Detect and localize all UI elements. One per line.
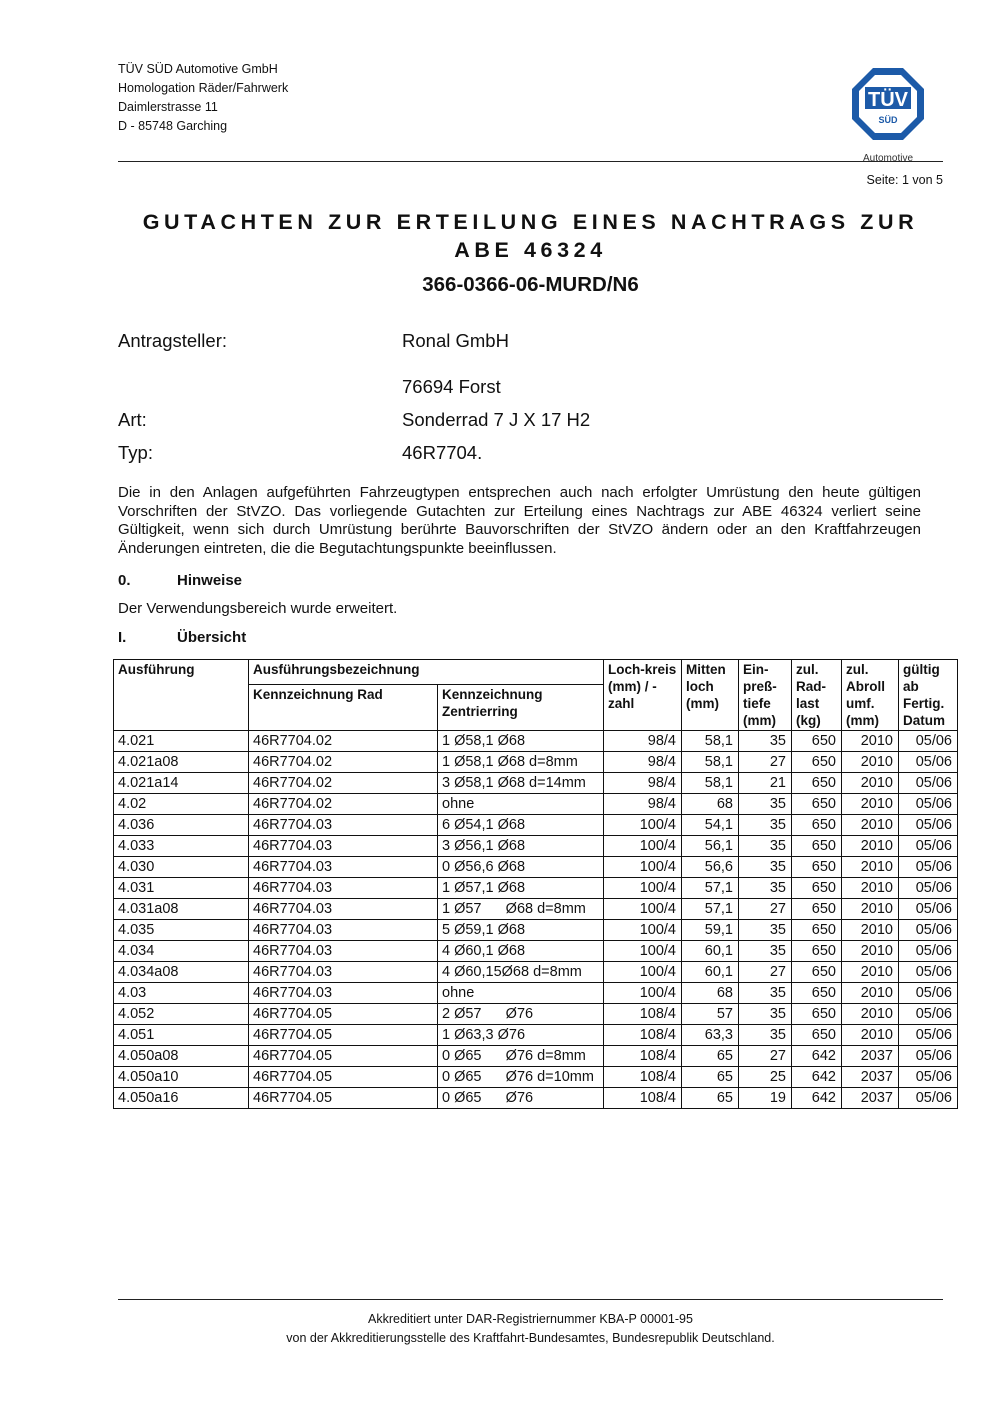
cell-radlast: 650	[792, 962, 842, 983]
cell-gueltig-ab: 05/06	[899, 752, 958, 773]
col-header-kennzeichnung-zentrierring: Kennzeichnung Zentrierring	[438, 684, 604, 730]
cell-kennzeichnung-zentrierring: 2 Ø57 Ø76	[438, 1004, 604, 1025]
cell-mittenloch: 60,1	[682, 941, 739, 962]
cell-mittenloch: 58,1	[682, 773, 739, 794]
cell-lochkreis: 100/4	[604, 941, 682, 962]
cell-ausfuehrung: 4.030	[114, 857, 249, 878]
cell-einpresstiefe: 35	[739, 794, 792, 815]
cell-radlast: 650	[792, 857, 842, 878]
cell-abrollumfang: 2010	[842, 983, 899, 1004]
cell-gueltig-ab: 05/06	[899, 983, 958, 1004]
cell-mittenloch: 56,6	[682, 857, 739, 878]
cell-kennzeichnung-zentrierring: 1 Ø63,3 Ø76	[438, 1025, 604, 1046]
cell-lochkreis: 98/4	[604, 794, 682, 815]
cell-radlast: 642	[792, 1067, 842, 1088]
cell-mittenloch: 60,1	[682, 962, 739, 983]
cell-kennzeichnung-rad: 46R7704.05	[249, 1067, 438, 1088]
cell-mittenloch: 65	[682, 1046, 739, 1067]
address-line: D - 85748 Garching	[118, 119, 228, 133]
cell-ausfuehrung: 4.036	[114, 815, 249, 836]
cell-lochkreis: 100/4	[604, 815, 682, 836]
cell-lochkreis: 108/4	[604, 1025, 682, 1046]
cell-mittenloch: 68	[682, 983, 739, 1004]
cell-mittenloch: 57,1	[682, 878, 739, 899]
cell-mittenloch: 54,1	[682, 815, 739, 836]
cell-kennzeichnung-zentrierring: 1 Ø58,1 Ø68	[438, 731, 604, 752]
table-row	[114, 983, 958, 1004]
col-header-kennzeichnung-rad: Kennzeichnung Rad	[249, 684, 438, 730]
cell-lochkreis: 108/4	[604, 1004, 682, 1025]
cell-abrollumfang: 2010	[842, 752, 899, 773]
section-title: Übersicht	[177, 629, 247, 646]
table-row	[114, 815, 958, 836]
cell-einpresstiefe: 35	[739, 878, 792, 899]
cell-abrollumfang: 2037	[842, 1067, 899, 1088]
logo-text: TÜV	[868, 89, 908, 111]
type-label: Typ:	[118, 442, 153, 463]
cell-gueltig-ab: 05/06	[899, 1067, 958, 1088]
cell-kennzeichnung-rad: 46R7704.03	[249, 836, 438, 857]
cell-abrollumfang: 2010	[842, 857, 899, 878]
cell-kennzeichnung-rad: 46R7704.03	[249, 878, 438, 899]
cell-kennzeichnung-rad: 46R7704.05	[249, 1025, 438, 1046]
cell-radlast: 650	[792, 836, 842, 857]
cell-radlast: 642	[792, 1046, 842, 1067]
table-row	[114, 773, 958, 794]
type-value: 46R7704.	[402, 442, 483, 463]
cell-abrollumfang: 2010	[842, 773, 899, 794]
cell-ausfuehrung: 4.050a16	[114, 1088, 249, 1109]
cell-mittenloch: 65	[682, 1088, 739, 1109]
section-number: 0.	[118, 572, 131, 589]
table-row	[114, 1088, 958, 1109]
cell-lochkreis: 98/4	[604, 731, 682, 752]
cell-lochkreis: 98/4	[604, 773, 682, 794]
table-row	[114, 836, 958, 857]
cell-ausfuehrung: 4.031	[114, 878, 249, 899]
cell-einpresstiefe: 35	[739, 731, 792, 752]
table-row	[114, 1025, 958, 1046]
cell-gueltig-ab: 05/06	[899, 1046, 958, 1067]
cell-radlast: 650	[792, 752, 842, 773]
table-row	[114, 794, 958, 815]
col-header-bezeichnung: Ausführungsbezeichnung	[249, 660, 604, 685]
applicant-name: Ronal GmbH	[402, 330, 509, 351]
cell-radlast: 650	[792, 878, 842, 899]
cell-lochkreis: 108/4	[604, 1046, 682, 1067]
cell-ausfuehrung: 4.035	[114, 920, 249, 941]
cell-einpresstiefe: 35	[739, 815, 792, 836]
cell-abrollumfang: 2010	[842, 731, 899, 752]
cell-ausfuehrung: 4.034a08	[114, 962, 249, 983]
table-row	[114, 899, 958, 920]
overview-table	[113, 659, 958, 1109]
cell-radlast: 650	[792, 1004, 842, 1025]
cell-abrollumfang: 2010	[842, 920, 899, 941]
cell-radlast: 650	[792, 773, 842, 794]
cell-einpresstiefe: 27	[739, 1046, 792, 1067]
cell-radlast: 650	[792, 983, 842, 1004]
cell-kennzeichnung-zentrierring: 0 Ø56,6 Ø68	[438, 857, 604, 878]
cell-kennzeichnung-zentrierring: 1 Ø57 Ø68 d=8mm	[438, 899, 604, 920]
cell-einpresstiefe: 35	[739, 1004, 792, 1025]
cell-einpresstiefe: 27	[739, 899, 792, 920]
cell-kennzeichnung-rad: 46R7704.02	[249, 752, 438, 773]
table-row	[114, 731, 958, 752]
art-value: Sonderrad 7 J X 17 H2	[402, 409, 591, 430]
cell-abrollumfang: 2010	[842, 794, 899, 815]
cell-mittenloch: 68	[682, 794, 739, 815]
cell-lochkreis: 108/4	[604, 1067, 682, 1088]
cell-kennzeichnung-zentrierring: 0 Ø65 Ø76 d=8mm	[438, 1046, 604, 1067]
section-title: Hinweise	[177, 572, 243, 589]
cell-lochkreis: 100/4	[604, 878, 682, 899]
table-row	[114, 857, 958, 878]
cell-kennzeichnung-rad: 46R7704.02	[249, 794, 438, 815]
title-line-2: ABE 46324	[454, 238, 607, 262]
header-divider	[118, 161, 943, 162]
cell-ausfuehrung: 4.021a08	[114, 752, 249, 773]
cell-einpresstiefe: 27	[739, 962, 792, 983]
cell-kennzeichnung-rad: 46R7704.03	[249, 899, 438, 920]
cell-gueltig-ab: 05/06	[899, 941, 958, 962]
cell-mittenloch: 58,1	[682, 731, 739, 752]
cell-gueltig-ab: 05/06	[899, 899, 958, 920]
cell-kennzeichnung-zentrierring: ohne	[438, 983, 604, 1004]
cell-abrollumfang: 2010	[842, 962, 899, 983]
cell-mittenloch: 58,1	[682, 752, 739, 773]
table-header-row	[114, 660, 958, 685]
cell-einpresstiefe: 19	[739, 1088, 792, 1109]
cell-radlast: 650	[792, 920, 842, 941]
cell-kennzeichnung-zentrierring: 4 Ø60,1 Ø68	[438, 941, 604, 962]
footer-divider	[118, 1299, 943, 1300]
cell-einpresstiefe: 35	[739, 836, 792, 857]
cell-mittenloch: 57,1	[682, 899, 739, 920]
cell-kennzeichnung-rad: 46R7704.05	[249, 1088, 438, 1109]
cell-kennzeichnung-rad: 46R7704.03	[249, 920, 438, 941]
cell-abrollumfang: 2010	[842, 941, 899, 962]
section-heading-hinweise	[118, 572, 242, 589]
table-row	[114, 1046, 958, 1067]
cell-gueltig-ab: 05/06	[899, 836, 958, 857]
cell-kennzeichnung-zentrierring: 1 Ø58,1 Ø68 d=8mm	[438, 752, 604, 773]
cell-radlast: 650	[792, 899, 842, 920]
footer-line-2: von der Akkreditierungsstelle des Kraftfahrt-Bundesamtes, Bundesrepublik Deutschland.	[286, 1331, 775, 1345]
cell-einpresstiefe: 35	[739, 941, 792, 962]
address-line: Daimlerstrasse 11	[118, 100, 218, 114]
cell-radlast: 642	[792, 1088, 842, 1109]
section-number: I.	[118, 629, 127, 646]
cell-abrollumfang: 2010	[842, 1004, 899, 1025]
table-row	[114, 941, 958, 962]
cell-radlast: 650	[792, 794, 842, 815]
cell-mittenloch: 56,1	[682, 836, 739, 857]
cell-kennzeichnung-rad: 46R7704.03	[249, 962, 438, 983]
cell-abrollumfang: 2010	[842, 899, 899, 920]
applicant-city: 76694 Forst	[402, 376, 501, 397]
cell-kennzeichnung-zentrierring: 6 Ø54,1 Ø68	[438, 815, 604, 836]
cell-gueltig-ab: 05/06	[899, 1004, 958, 1025]
cell-ausfuehrung: 4.051	[114, 1025, 249, 1046]
cell-kennzeichnung-rad: 46R7704.03	[249, 857, 438, 878]
cell-ausfuehrung: 4.034	[114, 941, 249, 962]
col-header-gueltig: gültig ab Fertig. Datum	[899, 660, 958, 731]
cell-ausfuehrung: 4.03	[114, 983, 249, 1004]
cell-ausfuehrung: 4.031a08	[114, 899, 249, 920]
col-header-ausfuehrung: Ausführung	[114, 660, 249, 731]
intro-paragraph: Die in den Anlagen aufgeführten Fahrzeugtypen entsprechen auch nach erfolgter Umrüstung den heute gültigen Vorschriften der StVZO. Das vorliegende Gutachten zur Erteilung eines Nachtrags zur ABE 46324 verliert seine Gültigkeit, wenn sich durch Umrüstung berührte Bauvorschriften der StVZO ändern oder an den Kraftfahrzeugen Änderungen eintreten, die die Begutachtungspunkte beeinflussen.	[118, 484, 921, 557]
cell-abrollumfang: 2037	[842, 1088, 899, 1109]
cell-mittenloch: 57	[682, 1004, 739, 1025]
cell-einpresstiefe: 25	[739, 1067, 792, 1088]
document-number: 366-0366-06-MURD/N6	[422, 273, 639, 296]
cell-einpresstiefe: 21	[739, 773, 792, 794]
cell-kennzeichnung-zentrierring: 3 Ø58,1 Ø68 d=14mm	[438, 773, 604, 794]
title-line-1: GUTACHTEN ZUR ERTEILUNG EINES NACHTRAGS ZUR	[142, 210, 919, 234]
cell-lochkreis: 100/4	[604, 962, 682, 983]
cell-abrollumfang: 2037	[842, 1046, 899, 1067]
cell-mittenloch: 59,1	[682, 920, 739, 941]
cell-lochkreis: 100/4	[604, 836, 682, 857]
cell-radlast: 650	[792, 815, 842, 836]
cell-ausfuehrung: 4.050a10	[114, 1067, 249, 1088]
cell-lochkreis: 100/4	[604, 920, 682, 941]
page-number: Seite: 1 von 5	[866, 173, 943, 187]
cell-abrollumfang: 2010	[842, 815, 899, 836]
cell-gueltig-ab: 05/06	[899, 857, 958, 878]
cell-ausfuehrung: 4.021	[114, 731, 249, 752]
cell-radlast: 650	[792, 731, 842, 752]
cell-einpresstiefe: 35	[739, 920, 792, 941]
section-heading-uebersicht	[118, 629, 246, 646]
table-row	[114, 1067, 958, 1088]
logo-caption: Automotive	[862, 153, 914, 164]
col-header-lochkreis: Loch-kreis (mm) / -zahl	[604, 660, 682, 731]
cell-gueltig-ab: 05/06	[899, 1025, 958, 1046]
applicant-label: Antragsteller:	[118, 330, 227, 351]
table-row	[114, 920, 958, 941]
tuv-octagon-icon	[851, 66, 925, 164]
cell-kennzeichnung-rad: 46R7704.02	[249, 773, 438, 794]
cell-einpresstiefe: 35	[739, 983, 792, 1004]
cell-lochkreis: 100/4	[604, 899, 682, 920]
logo-subtext: SÜD	[878, 115, 898, 125]
cell-abrollumfang: 2010	[842, 878, 899, 899]
table-row	[114, 752, 958, 773]
cell-lochkreis: 108/4	[604, 1088, 682, 1109]
address-line: Homologation Räder/Fahrwerk	[118, 81, 289, 95]
cell-kennzeichnung-zentrierring: 4 Ø60,15Ø68 d=8mm	[438, 962, 604, 983]
cell-einpresstiefe: 35	[739, 1025, 792, 1046]
cell-einpresstiefe: 27	[739, 752, 792, 773]
cell-einpresstiefe: 35	[739, 857, 792, 878]
footer-line-1: Akkreditiert unter DAR-Registriernummer KBA-P 00001-95	[368, 1312, 693, 1326]
cell-gueltig-ab: 05/06	[899, 815, 958, 836]
cell-gueltig-ab: 05/06	[899, 962, 958, 983]
cell-kennzeichnung-rad: 46R7704.05	[249, 1046, 438, 1067]
cell-abrollumfang: 2010	[842, 1025, 899, 1046]
col-header-abrollumfang: zul. Abroll umf. (mm)	[842, 660, 899, 731]
cell-lochkreis: 98/4	[604, 752, 682, 773]
col-header-einpresstiefe: Ein-preß-tiefe (mm)	[739, 660, 792, 731]
cell-ausfuehrung: 4.033	[114, 836, 249, 857]
cell-mittenloch: 63,3	[682, 1025, 739, 1046]
footer	[118, 1310, 943, 1348]
cell-kennzeichnung-rad: 46R7704.03	[249, 941, 438, 962]
cell-lochkreis: 100/4	[604, 983, 682, 1004]
cell-kennzeichnung-zentrierring: 0 Ø65 Ø76	[438, 1088, 604, 1109]
cell-ausfuehrung: 4.02	[114, 794, 249, 815]
cell-gueltig-ab: 05/06	[899, 731, 958, 752]
hinweis-text: Der Verwendungsbereich wurde erweitert.	[118, 600, 398, 617]
cell-kennzeichnung-zentrierring: ohne	[438, 794, 604, 815]
tuv-logo	[851, 66, 925, 164]
cell-radlast: 650	[792, 1025, 842, 1046]
table-row	[114, 878, 958, 899]
cell-ausfuehrung: 4.050a08	[114, 1046, 249, 1067]
cell-gueltig-ab: 05/06	[899, 773, 958, 794]
table-row	[114, 1004, 958, 1025]
cell-kennzeichnung-zentrierring: 3 Ø56,1 Ø68	[438, 836, 604, 857]
cell-gueltig-ab: 05/06	[899, 794, 958, 815]
cell-ausfuehrung: 4.052	[114, 1004, 249, 1025]
cell-gueltig-ab: 05/06	[899, 878, 958, 899]
cell-ausfuehrung: 4.021a14	[114, 773, 249, 794]
cell-radlast: 650	[792, 941, 842, 962]
col-header-radlast: zul. Rad-last (kg)	[792, 660, 842, 731]
cell-kennzeichnung-rad: 46R7704.02	[249, 731, 438, 752]
art-label: Art:	[118, 409, 147, 430]
document-title	[118, 208, 943, 264]
cell-gueltig-ab: 05/06	[899, 920, 958, 941]
table-row	[114, 962, 958, 983]
col-header-mittenloch: Mitten loch (mm)	[682, 660, 739, 731]
cell-kennzeichnung-rad: 46R7704.03	[249, 815, 438, 836]
cell-kennzeichnung-zentrierring: 0 Ø65 Ø76 d=10mm	[438, 1067, 604, 1088]
cell-abrollumfang: 2010	[842, 836, 899, 857]
cell-kennzeichnung-rad: 46R7704.03	[249, 983, 438, 1004]
cell-kennzeichnung-zentrierring: 1 Ø57,1 Ø68	[438, 878, 604, 899]
cell-gueltig-ab: 05/06	[899, 1088, 958, 1109]
company-address	[118, 60, 288, 136]
cell-mittenloch: 65	[682, 1067, 739, 1088]
address-line: TÜV SÜD Automotive GmbH	[118, 62, 278, 76]
cell-lochkreis: 100/4	[604, 857, 682, 878]
cell-kennzeichnung-zentrierring: 5 Ø59,1 Ø68	[438, 920, 604, 941]
cell-kennzeichnung-rad: 46R7704.05	[249, 1004, 438, 1025]
